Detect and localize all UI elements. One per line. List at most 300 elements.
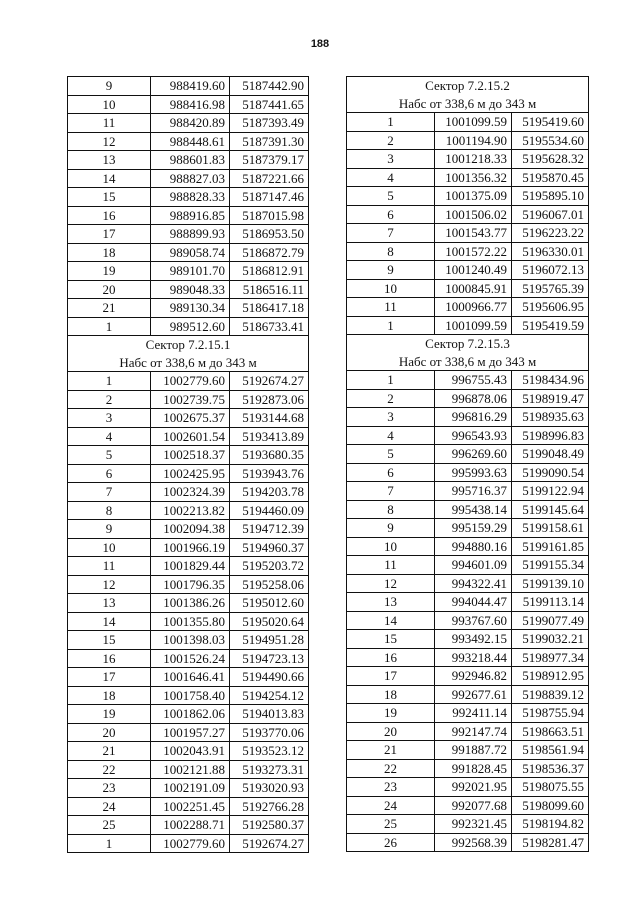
point-number: 8 (347, 500, 435, 519)
x-coordinate: 992946.82 (435, 667, 512, 686)
x-coordinate: 996543.93 (435, 426, 512, 445)
table-row (347, 426, 589, 445)
x-coordinate: 991887.72 (435, 741, 512, 760)
y-coordinate: 5195258.06 (230, 575, 309, 594)
table-row (68, 427, 309, 446)
point-number: 10 (68, 95, 151, 114)
x-coordinate: 988420.89 (151, 114, 230, 133)
y-coordinate: 5198977.34 (512, 648, 589, 667)
table-row (68, 723, 309, 742)
table-row (347, 796, 589, 815)
point-number: 19 (347, 704, 435, 723)
table-row (347, 519, 589, 538)
sector-7-2-15-1-rows (68, 372, 309, 853)
point-number: 9 (347, 261, 435, 280)
y-coordinate: 5193144.68 (230, 409, 309, 428)
sector-subtitle: Набс от 338,6 м до 343 м (68, 354, 309, 372)
x-coordinate: 992321.45 (435, 815, 512, 834)
y-coordinate: 5192674.27 (230, 372, 309, 391)
x-coordinate: 1001862.06 (151, 705, 230, 724)
y-coordinate: 5195419.60 (512, 113, 589, 132)
table-row (68, 225, 309, 244)
y-coordinate: 5199113.14 (512, 593, 589, 612)
x-coordinate: 1001572.22 (435, 242, 512, 261)
left-table-top-rows (68, 77, 309, 336)
x-coordinate: 989512.60 (151, 317, 230, 336)
point-number: 20 (347, 722, 435, 741)
x-coordinate: 989130.34 (151, 299, 230, 318)
x-coordinate: 989058.74 (151, 243, 230, 262)
y-coordinate: 5192674.27 (230, 834, 309, 853)
table-row (68, 77, 309, 96)
y-coordinate: 5193523.12 (230, 742, 309, 761)
point-number: 20 (68, 723, 151, 742)
point-number: 10 (347, 537, 435, 556)
y-coordinate: 5186872.79 (230, 243, 309, 262)
table-row (68, 760, 309, 779)
y-coordinate: 5186733.41 (230, 317, 309, 336)
y-coordinate: 5199090.54 (512, 463, 589, 482)
point-number: 1 (68, 834, 151, 853)
table-row (68, 501, 309, 520)
point-number: 1 (347, 113, 435, 132)
y-coordinate: 5199145.64 (512, 500, 589, 519)
x-coordinate: 996269.60 (435, 445, 512, 464)
table-row (68, 132, 309, 151)
x-coordinate: 991828.45 (435, 759, 512, 778)
table-row (68, 114, 309, 133)
table-row (68, 705, 309, 724)
sector-subtitle-row (68, 354, 309, 372)
point-number: 9 (68, 520, 151, 539)
y-coordinate: 5198434.96 (512, 371, 589, 390)
x-coordinate: 996816.29 (435, 408, 512, 427)
point-number: 21 (68, 742, 151, 761)
point-number: 1 (347, 316, 435, 335)
y-coordinate: 5186953.50 (230, 225, 309, 244)
x-coordinate: 1002121.88 (151, 760, 230, 779)
x-coordinate: 995716.37 (435, 482, 512, 501)
point-number: 13 (347, 593, 435, 612)
y-coordinate: 5193413.89 (230, 427, 309, 446)
y-coordinate: 5195012.60 (230, 594, 309, 613)
sector-title-row (347, 335, 589, 353)
y-coordinate: 5199077.49 (512, 611, 589, 630)
y-coordinate: 5187442.90 (230, 77, 309, 96)
x-coordinate: 988448.61 (151, 132, 230, 151)
point-number: 9 (68, 77, 151, 96)
x-coordinate: 1001099.59 (435, 113, 512, 132)
table-row (347, 316, 589, 335)
table-row (68, 169, 309, 188)
y-coordinate: 5195895.10 (512, 187, 589, 206)
point-number: 1 (68, 372, 151, 391)
point-number: 15 (347, 630, 435, 649)
table-row (347, 463, 589, 482)
y-coordinate: 5194490.66 (230, 668, 309, 687)
sector-7-2-15-3-header (347, 335, 589, 371)
y-coordinate: 5187015.98 (230, 206, 309, 225)
y-coordinate: 5198912.95 (512, 667, 589, 686)
table-row (347, 261, 589, 280)
x-coordinate: 992568.39 (435, 833, 512, 852)
point-number: 4 (68, 427, 151, 446)
sector-7-2-15-1-header (68, 336, 309, 372)
point-number: 3 (68, 409, 151, 428)
table-row (68, 834, 309, 853)
x-coordinate: 1001194.90 (435, 131, 512, 150)
x-coordinate: 996755.43 (435, 371, 512, 390)
table-row (68, 280, 309, 299)
point-number: 5 (347, 187, 435, 206)
x-coordinate: 1001758.40 (151, 686, 230, 705)
table-row (68, 409, 309, 428)
table-row (347, 815, 589, 834)
x-coordinate: 1001543.77 (435, 224, 512, 243)
table-row (68, 742, 309, 761)
point-number: 17 (68, 668, 151, 687)
y-coordinate: 5192580.37 (230, 816, 309, 835)
y-coordinate: 5198281.47 (512, 833, 589, 852)
table-row (347, 833, 589, 852)
point-number: 22 (68, 760, 151, 779)
table-row (68, 464, 309, 483)
x-coordinate: 1002601.54 (151, 427, 230, 446)
y-coordinate: 5196330.01 (512, 242, 589, 261)
table-row (347, 205, 589, 224)
y-coordinate: 5186812.91 (230, 262, 309, 281)
table-row (347, 574, 589, 593)
table-row (347, 648, 589, 667)
x-coordinate: 1001386.26 (151, 594, 230, 613)
y-coordinate: 5186417.18 (230, 299, 309, 318)
point-number: 14 (68, 612, 151, 631)
x-coordinate: 996878.06 (435, 389, 512, 408)
x-coordinate: 1002518.37 (151, 446, 230, 465)
sector-7-2-15-2-rows (347, 113, 589, 335)
point-number: 11 (347, 556, 435, 575)
y-coordinate: 5187391.30 (230, 132, 309, 151)
point-number: 3 (347, 408, 435, 427)
point-number: 1 (68, 317, 151, 336)
x-coordinate: 994601.09 (435, 556, 512, 575)
point-number: 11 (68, 557, 151, 576)
x-coordinate: 988899.93 (151, 225, 230, 244)
table-row (68, 446, 309, 465)
sector-subtitle-row (347, 95, 589, 113)
table-row (68, 483, 309, 502)
sector-7-2-15-2-header (347, 77, 589, 113)
x-coordinate: 1002779.60 (151, 372, 230, 391)
table-row (68, 612, 309, 631)
point-number: 23 (347, 778, 435, 797)
point-number: 15 (68, 631, 151, 650)
table-row (68, 243, 309, 262)
point-number: 5 (68, 446, 151, 465)
table-row (68, 372, 309, 391)
table-row (347, 759, 589, 778)
x-coordinate: 1001526.24 (151, 649, 230, 668)
x-coordinate: 1001356.32 (435, 168, 512, 187)
y-coordinate: 5195203.72 (230, 557, 309, 576)
x-coordinate: 1002739.75 (151, 390, 230, 409)
y-coordinate: 5198755.94 (512, 704, 589, 723)
y-coordinate: 5198536.37 (512, 759, 589, 778)
point-number: 13 (68, 151, 151, 170)
table-row (347, 279, 589, 298)
table-row (347, 537, 589, 556)
x-coordinate: 1001506.02 (435, 205, 512, 224)
point-number: 1 (347, 371, 435, 390)
y-coordinate: 5195628.32 (512, 150, 589, 169)
table-row (68, 317, 309, 336)
y-coordinate: 5198561.94 (512, 741, 589, 760)
x-coordinate: 1002425.95 (151, 464, 230, 483)
x-coordinate: 1001957.27 (151, 723, 230, 742)
table-row (347, 408, 589, 427)
x-coordinate: 992021.95 (435, 778, 512, 797)
x-coordinate: 1002675.37 (151, 409, 230, 428)
y-coordinate: 5198935.63 (512, 408, 589, 427)
x-coordinate: 988601.83 (151, 151, 230, 170)
point-number: 13 (68, 594, 151, 613)
x-coordinate: 1001355.80 (151, 612, 230, 631)
table-row (347, 224, 589, 243)
y-coordinate: 5198663.51 (512, 722, 589, 741)
y-coordinate: 5193273.31 (230, 760, 309, 779)
point-number: 14 (347, 611, 435, 630)
table-row (68, 151, 309, 170)
x-coordinate: 1001240.49 (435, 261, 512, 280)
y-coordinate: 5193943.76 (230, 464, 309, 483)
x-coordinate: 988416.98 (151, 95, 230, 114)
y-coordinate: 5195419.59 (512, 316, 589, 335)
y-coordinate: 5199048.49 (512, 445, 589, 464)
table-row (68, 816, 309, 835)
x-coordinate: 993492.15 (435, 630, 512, 649)
y-coordinate: 5194951.28 (230, 631, 309, 650)
y-coordinate: 5198099.60 (512, 796, 589, 815)
x-coordinate: 1002043.91 (151, 742, 230, 761)
table-row (347, 630, 589, 649)
y-coordinate: 5199161.85 (512, 537, 589, 556)
y-coordinate: 5198194.82 (512, 815, 589, 834)
point-number: 17 (347, 667, 435, 686)
x-coordinate: 1001966.19 (151, 538, 230, 557)
point-number: 11 (347, 298, 435, 317)
y-coordinate: 5193680.35 (230, 446, 309, 465)
table-row (347, 556, 589, 575)
x-coordinate: 992411.14 (435, 704, 512, 723)
x-coordinate: 1001375.09 (435, 187, 512, 206)
x-coordinate: 1002191.09 (151, 779, 230, 798)
y-coordinate: 5198919.47 (512, 389, 589, 408)
table-row (68, 95, 309, 114)
table-row (347, 611, 589, 630)
point-number: 11 (68, 114, 151, 133)
point-number: 22 (347, 759, 435, 778)
y-coordinate: 5194460.09 (230, 501, 309, 520)
y-coordinate: 5199032.21 (512, 630, 589, 649)
point-number: 24 (68, 797, 151, 816)
table-row (347, 242, 589, 261)
y-coordinate: 5194723.13 (230, 649, 309, 668)
left-coordinates-table (67, 76, 309, 853)
x-coordinate: 1001099.59 (435, 316, 512, 335)
point-number: 7 (68, 483, 151, 502)
x-coordinate: 993218.44 (435, 648, 512, 667)
point-number: 14 (68, 169, 151, 188)
point-number: 2 (347, 389, 435, 408)
sector-title: Сектор 7.2.15.1 (68, 336, 309, 354)
x-coordinate: 1001829.44 (151, 557, 230, 576)
x-coordinate: 1002213.82 (151, 501, 230, 520)
table-row (347, 445, 589, 464)
y-coordinate: 5194013.83 (230, 705, 309, 724)
x-coordinate: 988419.60 (151, 77, 230, 96)
table-row (347, 371, 589, 390)
x-coordinate: 1002288.71 (151, 816, 230, 835)
y-coordinate: 5187379.17 (230, 151, 309, 170)
table-row (68, 206, 309, 225)
sector-subtitle: Набс от 338,6 м до 343 м (347, 95, 589, 113)
y-coordinate: 5187441.65 (230, 95, 309, 114)
x-coordinate: 1000966.77 (435, 298, 512, 317)
right-coordinates-table (346, 76, 589, 852)
table-row (347, 389, 589, 408)
table-row (347, 187, 589, 206)
point-number: 6 (347, 463, 435, 482)
y-coordinate: 5194203.78 (230, 483, 309, 502)
table-row (68, 390, 309, 409)
x-coordinate: 993767.60 (435, 611, 512, 630)
y-coordinate: 5194712.39 (230, 520, 309, 539)
point-number: 10 (347, 279, 435, 298)
table-row (68, 668, 309, 687)
point-number: 16 (347, 648, 435, 667)
x-coordinate: 994880.16 (435, 537, 512, 556)
sector-title: Сектор 7.2.15.3 (347, 335, 589, 353)
y-coordinate: 5199155.34 (512, 556, 589, 575)
point-number: 2 (347, 131, 435, 150)
point-number: 24 (347, 796, 435, 815)
point-number: 12 (68, 132, 151, 151)
x-coordinate: 994322.41 (435, 574, 512, 593)
y-coordinate: 5194960.37 (230, 538, 309, 557)
point-number: 18 (68, 243, 151, 262)
table-row (68, 575, 309, 594)
point-number: 6 (347, 205, 435, 224)
y-coordinate: 5193770.06 (230, 723, 309, 742)
table-row (347, 131, 589, 150)
table-row (347, 685, 589, 704)
point-number: 12 (68, 575, 151, 594)
y-coordinate: 5196072.13 (512, 261, 589, 280)
table-row (347, 667, 589, 686)
point-number: 17 (68, 225, 151, 244)
point-number: 16 (68, 649, 151, 668)
sector-title-row (68, 336, 309, 354)
y-coordinate: 5196067.01 (512, 205, 589, 224)
x-coordinate: 1002251.45 (151, 797, 230, 816)
x-coordinate: 992077.68 (435, 796, 512, 815)
point-number: 23 (68, 779, 151, 798)
table-row (347, 500, 589, 519)
x-coordinate: 1001796.35 (151, 575, 230, 594)
y-coordinate: 5199139.10 (512, 574, 589, 593)
table-row (347, 778, 589, 797)
y-coordinate: 5193020.93 (230, 779, 309, 798)
point-number: 19 (68, 705, 151, 724)
sector-title-row (347, 77, 589, 95)
x-coordinate: 989048.33 (151, 280, 230, 299)
y-coordinate: 5192873.06 (230, 390, 309, 409)
y-coordinate: 5195606.95 (512, 298, 589, 317)
point-number: 19 (68, 262, 151, 281)
table-row (347, 298, 589, 317)
y-coordinate: 5186516.11 (230, 280, 309, 299)
table-row (68, 631, 309, 650)
y-coordinate: 5187147.46 (230, 188, 309, 207)
sector-title: Сектор 7.2.15.2 (347, 77, 589, 95)
y-coordinate: 5196223.22 (512, 224, 589, 243)
point-number: 8 (347, 242, 435, 261)
point-number: 2 (68, 390, 151, 409)
y-coordinate: 5195020.64 (230, 612, 309, 631)
table-row (68, 299, 309, 318)
x-coordinate: 1002094.38 (151, 520, 230, 539)
table-row (68, 594, 309, 613)
y-coordinate: 5187393.49 (230, 114, 309, 133)
x-coordinate: 994044.47 (435, 593, 512, 612)
point-number: 16 (68, 206, 151, 225)
table-row (68, 779, 309, 798)
table-row (347, 482, 589, 501)
point-number: 3 (347, 150, 435, 169)
table-row (347, 722, 589, 741)
x-coordinate: 988827.03 (151, 169, 230, 188)
point-number: 18 (347, 685, 435, 704)
x-coordinate: 1000845.91 (435, 279, 512, 298)
y-coordinate: 5195765.39 (512, 279, 589, 298)
point-number: 10 (68, 538, 151, 557)
x-coordinate: 1002779.60 (151, 834, 230, 853)
x-coordinate: 995993.63 (435, 463, 512, 482)
table-row (347, 113, 589, 132)
table-row (68, 649, 309, 668)
x-coordinate: 988916.85 (151, 206, 230, 225)
point-number: 21 (68, 299, 151, 318)
point-number: 4 (347, 168, 435, 187)
y-coordinate: 5198839.12 (512, 685, 589, 704)
y-coordinate: 5199122.94 (512, 482, 589, 501)
point-number: 7 (347, 224, 435, 243)
page-number: 188 (310, 38, 330, 50)
table-row (347, 704, 589, 723)
point-number: 7 (347, 482, 435, 501)
y-coordinate: 5195870.45 (512, 168, 589, 187)
point-number: 8 (68, 501, 151, 520)
sector-subtitle: Набс от 338,6 м до 343 м (347, 353, 589, 371)
y-coordinate: 5198075.55 (512, 778, 589, 797)
x-coordinate: 1001646.41 (151, 668, 230, 687)
point-number: 18 (68, 686, 151, 705)
table-row (68, 262, 309, 281)
x-coordinate: 1001218.33 (435, 150, 512, 169)
y-coordinate: 5192766.28 (230, 797, 309, 816)
y-coordinate: 5195534.60 (512, 131, 589, 150)
point-number: 4 (347, 426, 435, 445)
